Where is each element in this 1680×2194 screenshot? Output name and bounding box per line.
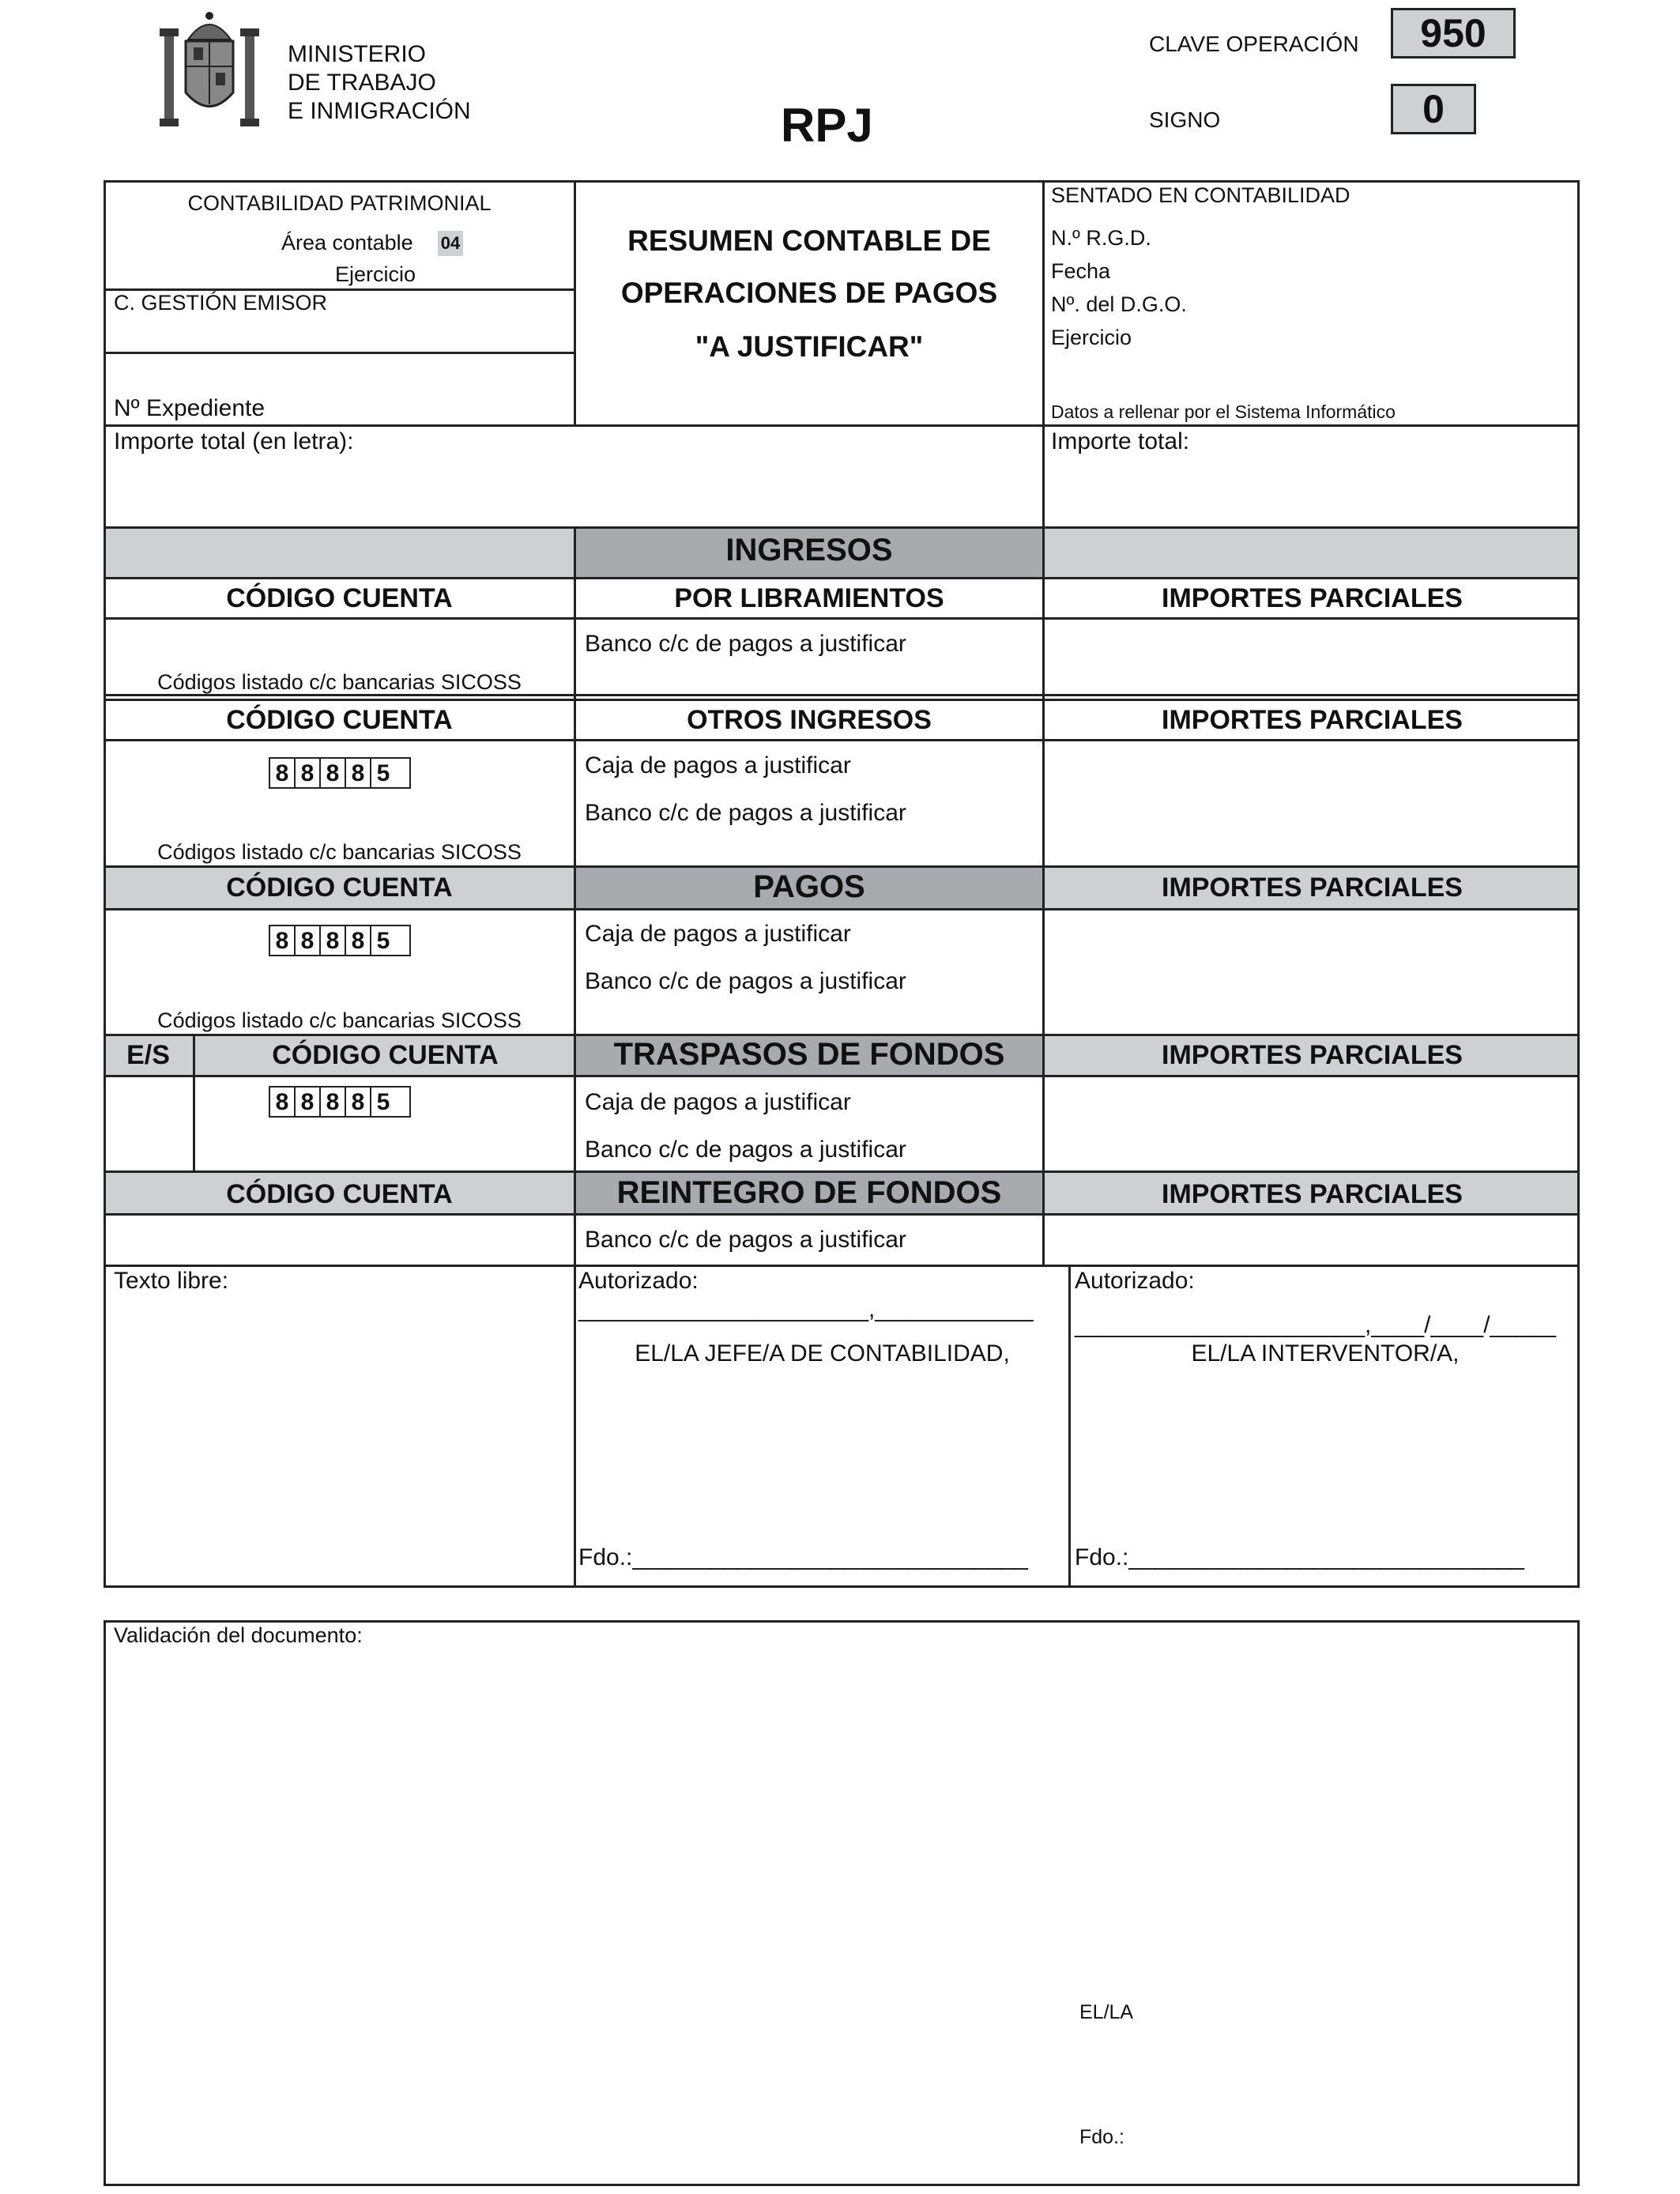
sentado-label: SENTADO EN CONTABILIDAD: [1051, 183, 1350, 207]
reintegro-importes-parciales: IMPORTES PARCIALES: [1162, 1179, 1463, 1209]
traspasos-banco: Banco c/c de pagos a justificar: [585, 1137, 906, 1163]
ingresos-importes-parciales: IMPORTES PARCIALES: [1162, 583, 1463, 613]
reintegro-heading: REINTEGRO DE FONDOS: [616, 1175, 1002, 1210]
validacion-el-la: EL/LA: [1079, 2001, 1134, 2023]
autorizado-right-label: Autorizado:: [1075, 1268, 1195, 1294]
digit: 8: [296, 759, 321, 787]
otros-importes-parciales: IMPORTES PARCIALES: [1162, 705, 1463, 735]
title-line-3: "A JUSTIFICAR": [695, 330, 924, 363]
title-line-2: OPERACIONES DE PAGOS: [620, 277, 998, 309]
traspasos-importes-parciales: IMPORTES PARCIALES: [1162, 1040, 1463, 1070]
importe-total-label: Importe total:: [1051, 428, 1190, 454]
reintegro-codigo-cuenta: CÓDIGO CUENTA: [226, 1179, 453, 1209]
ejercicio-right-label: Ejercicio: [1051, 326, 1132, 349]
clave-operacion-label: CLAVE OPERACIÓN: [1149, 32, 1359, 56]
dgo-label: Nº. del D.G.O.: [1051, 292, 1187, 316]
digit: 8: [346, 926, 371, 955]
traspasos-account-code: [269, 1086, 411, 1118]
por-libramientos: POR LIBRAMIENTOS: [674, 583, 944, 613]
reintegro-banco: Banco c/c de pagos a justificar: [585, 1227, 906, 1253]
area-contable-label: Área contable: [281, 231, 413, 254]
importe-letra-label: Importe total (en letra):: [114, 428, 354, 454]
area-contable-value: 04: [438, 231, 463, 256]
validacion-label: Validación del documento:: [114, 1623, 363, 1647]
fdo-right: Fdo.:______________________________: [1075, 1544, 1524, 1570]
digit: 8: [346, 759, 371, 787]
gestion-emisor-label: C. GESTIÓN EMISOR: [114, 291, 328, 315]
digit: 5: [376, 760, 390, 786]
es-label: E/S: [126, 1040, 170, 1070]
otros-caja: Caja de pagos a justificar: [585, 752, 851, 778]
otros-sicoss: Códigos listado c/c bancarias SICOSS: [157, 840, 522, 864]
ministry-line-2: DE TRABAJO: [288, 70, 436, 96]
digit: 5: [376, 1089, 390, 1115]
jefe-contabilidad-label: EL/LA JEFE/A DE CONTABILIDAD,: [635, 1340, 1010, 1367]
fecha-label: Fecha: [1051, 259, 1111, 283]
autorizado-left-label: Autorizado:: [578, 1268, 699, 1294]
signo-value: 0: [1391, 84, 1476, 134]
ejercicio-label: Ejercicio: [335, 262, 416, 286]
validacion-frame: [104, 1620, 1580, 2186]
ingresos-codigo-cuenta: CÓDIGO CUENTA: [226, 583, 453, 613]
signo-label: SIGNO: [1149, 107, 1221, 132]
digit: 8: [321, 1088, 346, 1116]
digit: 8: [346, 1088, 371, 1116]
rgd-label: N.º R.G.D.: [1051, 226, 1151, 250]
coat-of-arms-logo: [150, 9, 269, 132]
fdo-left: Fdo.:______________________________: [578, 1544, 1028, 1570]
signature-blank-right: ______________________,____/____/_____: [1075, 1312, 1556, 1338]
ingresos-sicoss: Códigos listado c/c bancarias SICOSS: [157, 670, 522, 694]
pagos-account-code: [269, 925, 411, 956]
datos-sistema-note: Datos a rellenar por el Sistema Informático: [1051, 401, 1396, 422]
contabilidad-patrimonial: CONTABILIDAD PATRIMONIAL: [187, 191, 492, 215]
digit: 8: [270, 926, 296, 955]
digit: 5: [376, 928, 390, 954]
pagos-sicoss: Códigos listado c/c bancarias SICOSS: [157, 1008, 522, 1032]
texto-libre-label: Texto libre:: [114, 1268, 229, 1294]
ministry-line-1: MINISTERIO: [288, 41, 427, 67]
pagos-heading: PAGOS: [753, 869, 865, 904]
title-line-1: RESUMEN CONTABLE DE: [627, 224, 991, 257]
validacion-fdo: Fdo.:: [1079, 2126, 1124, 2148]
digit: 8: [270, 759, 296, 787]
digit: 8: [296, 1088, 321, 1116]
pagos-importes-parciales: IMPORTES PARCIALES: [1162, 873, 1463, 903]
otros-account-code: [269, 757, 411, 789]
traspasos-heading: TRASPASOS DE FONDOS: [613, 1037, 1005, 1072]
form-code: RPJ: [781, 99, 873, 152]
pagos-banco: Banco c/c de pagos a justificar: [585, 968, 906, 994]
pagos-codigo-cuenta: CÓDIGO CUENTA: [226, 873, 453, 903]
digit: 8: [321, 926, 346, 955]
ingresos-heading: INGRESOS: [725, 533, 893, 567]
otros-codigo-cuenta: CÓDIGO CUENTA: [226, 705, 453, 735]
otros-ingresos-heading: OTROS INGRESOS: [687, 705, 932, 735]
ministry-line-3: E INMIGRACIÓN: [288, 98, 471, 124]
digit: 8: [321, 759, 346, 787]
pagos-caja: Caja de pagos a justificar: [585, 921, 851, 947]
traspasos-codigo-cuenta: CÓDIGO CUENTA: [272, 1040, 499, 1070]
interventor-label: EL/LA INTERVENTOR/A,: [1191, 1340, 1460, 1367]
digit: 8: [296, 926, 321, 955]
traspasos-caja: Caja de pagos a justificar: [585, 1089, 851, 1115]
clave-operacion-value: 950: [1391, 8, 1516, 58]
ingresos-banco: Banco c/c de pagos a justificar: [585, 631, 906, 657]
digit: 8: [270, 1088, 296, 1116]
signature-blank-left: ______________________,____________: [578, 1296, 1034, 1322]
otros-banco: Banco c/c de pagos a justificar: [585, 800, 906, 826]
expediente-label: Nº Expediente: [114, 395, 266, 421]
